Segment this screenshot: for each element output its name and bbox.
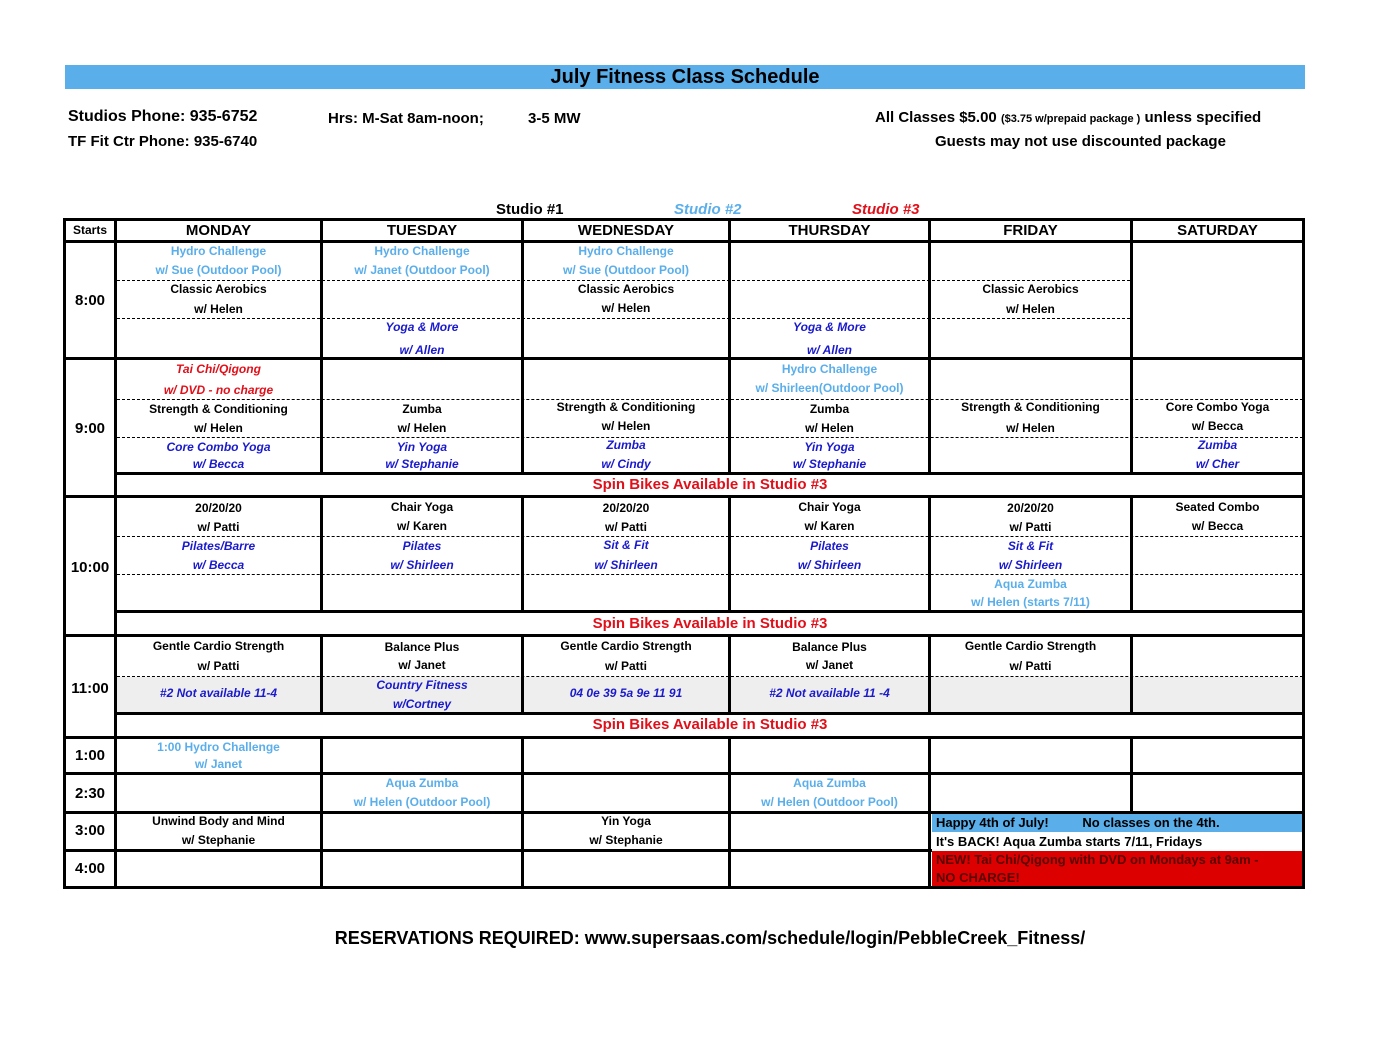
col-tuesday: TUESDAY: [386, 222, 458, 239]
class-instructor: w/ Becca: [1191, 419, 1244, 433]
note-4th-a: Happy 4th of July!: [936, 815, 1049, 830]
price-info: [875, 109, 1261, 126]
spin-notice-2: Spin Bikes Available in Studio #3: [592, 615, 828, 632]
time-230: 2:30: [74, 785, 106, 802]
class-entry: Seated Combo: [1175, 500, 1260, 514]
class-entry: Classic Aerobics: [170, 282, 267, 296]
class-instructor: w/ Karen: [804, 519, 855, 533]
class-instructor: w/ Stephanie: [181, 833, 256, 847]
col-friday: FRIDAY: [1003, 222, 1058, 239]
class-entry: Tai Chi/Qigong: [176, 362, 261, 376]
note-taichi-b: NO CHARGE!: [936, 870, 1020, 885]
note-aqua-back: It's BACK! Aqua Zumba starts 7/11, Fridays: [936, 834, 1203, 849]
time-800: 8:00: [74, 292, 106, 309]
class-instructor: w/ Patti: [604, 659, 647, 673]
time-1100: 11:00: [71, 680, 109, 697]
tf-phone: TF Fit Ctr Phone: 935-6740: [68, 133, 258, 150]
class-entry: #2 Not available 11 -4: [769, 686, 890, 700]
class-entry: Unwind Body and Mind: [152, 814, 285, 828]
spin-notice-1: Spin Bikes Available in Studio #3: [592, 476, 828, 493]
class-entry: Strength & Conditioning: [556, 400, 696, 414]
col-thursday: THURSDAY: [788, 222, 871, 239]
class-instructor: w/ Becca: [192, 457, 245, 471]
class-entry: Hydro Challenge: [578, 244, 674, 258]
class-entry: Balance Plus: [792, 640, 867, 654]
class-entry: Sit & Fit: [1007, 539, 1054, 553]
class-entry: 20/20/20: [195, 501, 242, 515]
class-entry: Zumba: [809, 402, 850, 416]
class-entry: Country Fitness: [376, 678, 468, 692]
class-entry: Strength & Conditioning: [961, 400, 1100, 414]
class-entry: Gentle Cardio Strength: [152, 639, 285, 653]
class-entry: Yoga & More: [793, 320, 866, 334]
class-instructor: w/ Stephanie: [385, 457, 459, 471]
class-instructor: w/ Janet: [805, 658, 854, 672]
class-instructor: w/ Helen: [1006, 302, 1055, 316]
note-4th-july: [932, 813, 1303, 832]
class-entry: Zumba: [606, 438, 646, 452]
col-starts: Starts: [72, 223, 107, 237]
class-entry: Chair Yoga: [390, 500, 454, 514]
class-entry: 1:00 Hydro Challenge: [157, 740, 280, 754]
class-instructor: w/ Patti: [197, 659, 240, 673]
price-small: ($3.75 w/prepaid package ): [1000, 113, 1141, 125]
studio-3-label: Studio #3: [852, 201, 920, 218]
price-main: All Classes $5.00: [875, 109, 997, 126]
class-entry: 20/20/20: [1007, 501, 1054, 515]
class-entry: Yin Yoga: [601, 814, 651, 828]
studio-1-label: Studio #1: [496, 201, 564, 218]
class-instructor: w/ Shirleen: [998, 558, 1063, 572]
class-entry: Pilates/Barre: [181, 539, 256, 553]
reservations-footer: RESERVATIONS REQUIRED: www.supersaas.com/schedule/login/PebbleCreek_Fitness/: [334, 928, 1086, 948]
class-entry: Pilates: [402, 539, 442, 553]
class-instructor: w/ Shirleen: [390, 558, 454, 572]
class-entry: Aqua Zumba: [385, 776, 459, 790]
note-taichi: [932, 851, 1303, 887]
class-instructor: w/ Stephanie: [792, 457, 867, 471]
class-instructor: w/ Shirleen: [594, 558, 658, 572]
class-instructor: w/ Patti: [604, 520, 647, 534]
studios-phone: Studios Phone: 935-6752: [68, 108, 258, 125]
class-entry: Classic Aerobics: [982, 282, 1079, 296]
time-400: 4:00: [74, 860, 106, 877]
hours: Hrs: M-Sat 8am-noon;: [328, 110, 484, 127]
class-entry: Hydro Challenge: [781, 362, 878, 376]
class-entry: Zumba: [1197, 438, 1238, 452]
class-instructor: w/ DVD - no charge: [163, 383, 274, 397]
class-entry: Chair Yoga: [798, 500, 861, 514]
class-instructor: w/ Helen (Outdoor Pool): [761, 795, 898, 809]
class-entry: Gentle Cardio Strength: [560, 639, 692, 653]
class-instructor: w/ Sue (Outdoor Pool): [563, 263, 689, 277]
class-instructor: w/ Karen: [396, 519, 447, 533]
class-entry: Aqua Zumba: [994, 577, 1067, 591]
class-entry: Hydro Challenge: [374, 244, 470, 258]
class-instructor: w/ Janet: [194, 757, 243, 771]
class-instructor: w/ Helen: [601, 419, 651, 433]
class-instructor: w/ Becca: [1191, 519, 1244, 533]
guests-note: Guests may not use discounted package: [935, 133, 1226, 150]
class-entry: Sit & Fit: [603, 538, 649, 552]
class-instructor: w/ Helen: [601, 301, 651, 315]
class-instructor: w/ Patti: [1009, 520, 1052, 534]
class-instructor: w/ Sue (Outdoor Pool): [155, 263, 282, 277]
class-entry: #2 Not available 11-4: [159, 686, 278, 700]
time-900: 9:00: [74, 420, 106, 437]
class-instructor: w/ Helen: [805, 421, 854, 435]
time-1000: 10:00: [70, 559, 110, 576]
class-entry: Core Combo Yoga: [166, 440, 271, 454]
class-entry: Balance Plus: [384, 640, 460, 654]
time-100: 1:00: [74, 747, 106, 764]
class-instructor: w/ Janet (Outdoor Pool): [354, 263, 490, 277]
col-wednesday: WEDNESDAY: [577, 222, 675, 239]
page-title: July Fitness Class Schedule: [550, 66, 820, 88]
class-instructor: w/ Helen: [194, 302, 243, 316]
class-entry: Aqua Zumba: [793, 776, 866, 790]
class-instructor: w/ Patti: [197, 520, 240, 534]
class-entry: 04 0e 39 5a 9e 11 91: [569, 686, 683, 700]
class-instructor: w/ Shirleen: [797, 558, 862, 572]
class-entry: Core Combo Yoga: [1165, 400, 1270, 414]
class-entry: Yin Yoga: [804, 440, 855, 454]
class-instructor: w/ Helen: [194, 421, 243, 435]
note-4th-b: No classes on the 4th.: [1082, 815, 1220, 830]
class-entry: Hydro Challenge: [170, 244, 267, 258]
price-end: unless specified: [1144, 109, 1262, 126]
class-instructor: w/ Patti: [1009, 659, 1052, 673]
class-instructor: w/ Becca: [192, 558, 245, 572]
studio-2-label: Studio #2: [674, 201, 742, 218]
class-instructor: w/ Allen: [399, 343, 445, 357]
class-instructor: w/ Helen (starts 7/11): [971, 595, 1090, 609]
class-instructor: w/ Shirleen(Outdoor Pool): [755, 381, 904, 395]
class-instructor: w/ Stephanie: [589, 833, 663, 847]
col-monday: MONDAY: [185, 222, 252, 239]
class-entry: Zumba: [402, 402, 442, 416]
time-300: 3:00: [74, 822, 106, 839]
col-saturday: SATURDAY: [1177, 222, 1258, 239]
class-entry: Gentle Cardio Strength: [964, 639, 1097, 653]
class-instructor: w/Cortney: [392, 697, 451, 711]
hours-mw: 3-5 MW: [528, 110, 581, 127]
class-entry: Yin Yoga: [396, 440, 448, 454]
class-entry: 20/20/20: [602, 501, 650, 515]
class-instructor: w/ Cher: [1195, 457, 1240, 471]
title-bar: [65, 65, 1305, 89]
class-entry: Strength & Conditioning: [149, 402, 288, 416]
note-taichi-a: NEW! Tai Chi/Qigong with DVD on Mondays at 9am -: [936, 852, 1259, 867]
class-instructor: w/ Helen (Outdoor Pool): [353, 795, 491, 809]
class-instructor: w/ Allen: [807, 343, 852, 357]
class-instructor: w/ Helen: [397, 421, 447, 435]
class-entry: Pilates: [810, 539, 849, 553]
class-instructor: w/ Helen: [1006, 421, 1055, 435]
class-entry: Classic Aerobics: [577, 282, 675, 296]
class-entry: Yoga & More: [385, 320, 459, 334]
class-instructor: w/ Cindy: [601, 457, 651, 471]
spin-notice-3: Spin Bikes Available in Studio #3: [592, 716, 828, 733]
class-instructor: w/ Janet: [398, 658, 446, 672]
